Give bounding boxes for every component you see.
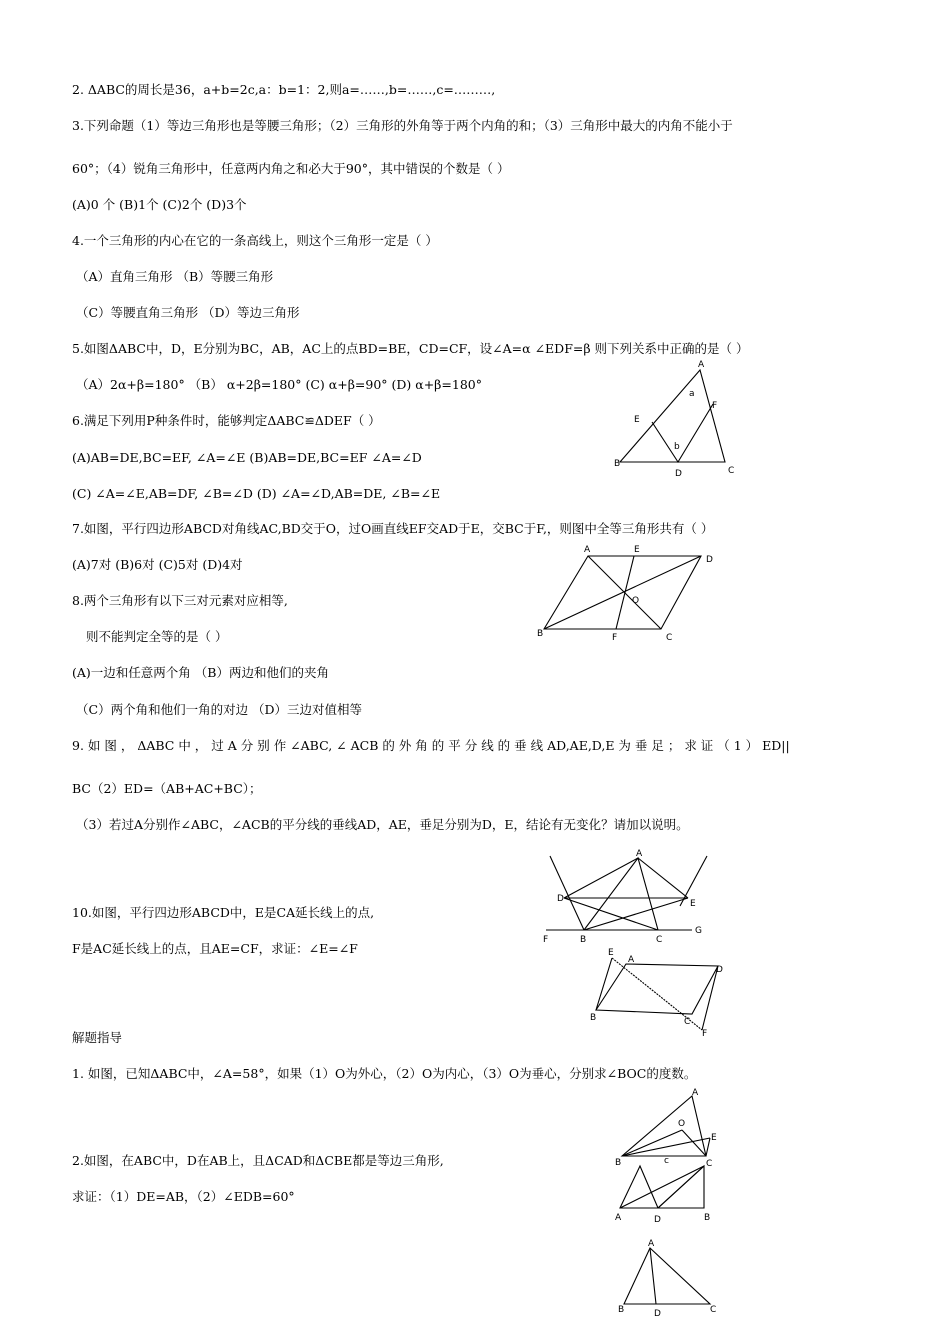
text-line-4: (A)0 个 (B)1个 (C)2个 (D)3个 (72, 197, 247, 212)
label-a: A (698, 360, 705, 370)
text-line-17: (A)一边和任意两个角 （B）两边和他们的夹角 (72, 665, 329, 680)
label-g: G (695, 926, 702, 936)
label-e: E (690, 899, 696, 909)
segment-b-e (584, 898, 688, 930)
text-line-9: （A）2α+β=180° （B） α+2β=180° (C) α+β=90° (D) α+β=180° (76, 377, 482, 392)
text-line-8: 5.如图ΔABC中，D，E分别为BC，AB，AC上的点BD=BE，CD=CF，设∠A=α ∠EDF=β 则下列关系中正确的是（ ） (72, 341, 749, 356)
figure-guidance-3 (614, 1238, 724, 1322)
segment-e-c (706, 1138, 710, 1156)
label-d: D (654, 1215, 661, 1225)
text-line-19: 9. 如 图 ， ΔABC 中 ， 过 A 分 别 作 ∠ABC, ∠ ACB 的 外 角 的 平 分 线 的 垂 线 AD,AE,D,E 为 垂 足 ； 求 证 （ 1 ） ED|| (72, 738, 790, 753)
text-line-27: 求证：（1）DE=AB，（2）∠EDB=60° (72, 1189, 295, 1204)
segment-a-d (650, 1248, 656, 1304)
figure-problem-9 (540, 848, 715, 946)
label-d: D (716, 965, 723, 975)
segment-a-e (620, 1166, 704, 1208)
figure-guidance-1 (612, 1086, 727, 1168)
segment-ef (616, 556, 634, 629)
triangle-abc (624, 1248, 710, 1304)
label-a: A (648, 1239, 655, 1249)
label-e: E (634, 545, 640, 555)
text-line-1: 2. ΔABC的周长是36，a+b=2c,a：b=1：2,则a=……,b=……,c=………, (72, 82, 496, 97)
label-b: B (615, 1158, 622, 1168)
diagonal-bd (544, 556, 701, 629)
label-e: E (608, 948, 614, 958)
label-o: O (632, 596, 640, 606)
text-line-18: （C）两个角和他们一角的对边 （D）三边对值相等 (76, 702, 363, 717)
text-line-13: 7.如图，平行四边形ABCD对角线AC,BD交于O，过O画直线EF交AD于E，交BC于F,，则图中全等三角形共有（ ） (72, 521, 714, 536)
text-line-14: (A)7对 (B)6对 (C)5对 (D)4对 (72, 557, 243, 572)
parallelogram-abcd (596, 964, 718, 1014)
label-e: E (634, 415, 640, 425)
label-e: E (711, 1133, 717, 1143)
label-c: C (684, 1017, 691, 1027)
label-d: D (675, 469, 682, 479)
label-a: A (615, 1213, 622, 1223)
text-line-22: 10.如图，平行四边形ABCD中，E是CA延长线上的点, (72, 905, 375, 920)
label-b: B (537, 629, 544, 639)
text-line-26: 2.如图，在ABC中，D在AB上，且ΔCAD和ΔCBE都是等边三角形, (72, 1153, 444, 1168)
label-a: A (628, 955, 635, 965)
segment-b-o (622, 1130, 682, 1156)
figure-problem-7 (536, 540, 721, 648)
label-c: C (706, 1159, 713, 1169)
text-line-20: BC（2）ED=（AB+AC+BC）； (72, 781, 262, 796)
text-line-2: 3.下列命题（1）等边三角形也是等腰三角形；（2）三角形的外角等于两个内角的和；（3）三角形中最大的内角不能小于 (72, 118, 733, 133)
text-line-10: 6.满足下列用P种条件时，能够判定ΔABC≌ΔDEF（ ） (72, 413, 381, 428)
text-line-25: 1. 如图，已知ΔABC中，∠A=58°，如果（1）O为外心，（2）O为内心，（3）O为垂心，分别求∠BOC的度数。 (72, 1066, 697, 1081)
label-c: C (666, 633, 673, 643)
triangle-a-d-c (620, 1166, 658, 1208)
segment-e-d-f (652, 404, 713, 462)
text-line-5: 4.一个三角形的内心在它的一条高线上，则这个三角形一定是（ ） (72, 233, 438, 248)
figure-problem-5 (612, 356, 742, 481)
segment-d-c (564, 898, 658, 930)
text-line-23: F是AC延长线上的点，且AE=CF，求证：∠E=∠F (72, 941, 358, 956)
text-line-11: (A)AB=DE,BC=EF, ∠A=∠E (B)AB=DE,BC=EF ∠A=∠D (72, 450, 422, 465)
segment-d-e (658, 1166, 704, 1208)
label-f: F (612, 633, 618, 643)
text-line-6: （A）直角三角形 （B）等腰三角形 (76, 269, 274, 284)
label-b: B (704, 1213, 711, 1223)
segment-e-b (596, 958, 612, 1010)
text-line-7: （C）等腰直角三角形 （D）等边三角形 (76, 305, 300, 320)
label-o: O (678, 1119, 686, 1129)
label-f: F (543, 935, 549, 945)
label-b: B (618, 1305, 625, 1315)
label-b: B (614, 459, 621, 469)
label-a: A (636, 849, 643, 859)
label-b: B (580, 935, 587, 945)
label-angle-a: a (689, 389, 695, 399)
label-a: A (584, 545, 591, 555)
label-b: B (590, 1013, 597, 1023)
text-line-16: 则不能判定全等的是（ ） (86, 629, 228, 644)
text-line-3: 60°；（4）锐角三角形中，任意两内角之和必大于90°，其中错误的个数是（ ） (72, 161, 510, 176)
triangle-abc (584, 858, 658, 930)
label-d: D (557, 894, 564, 904)
segment-ad (564, 858, 638, 898)
figure-problem-10 (586, 944, 731, 1040)
segment-ae (638, 858, 688, 898)
label-angle-b: b (674, 442, 680, 452)
label-f: F (712, 401, 718, 411)
label-c-lower: c (664, 1156, 669, 1166)
label-c: C (728, 466, 735, 476)
text-line-12: (C) ∠A=∠E,AB=DF, ∠B=∠D (D) ∠A=∠D,AB=DE, ∠B=∠E (72, 486, 441, 501)
text-line-21: （3）若过A分别作∠ABC，∠ACB的平分线的垂线AD，AE，垂足分别为D，E，结论有无变化？请加以说明。 (76, 817, 689, 832)
figure-guidance-2 (612, 1160, 717, 1228)
label-d: D (654, 1309, 661, 1319)
label-f: F (702, 1029, 708, 1039)
text-line-15: 8.两个三角形有以下三对元素对应相等, (72, 593, 288, 608)
segment-b-e (622, 1138, 710, 1156)
segment-d-f (702, 966, 718, 1030)
text-line-24: 解题指导 (72, 1030, 123, 1045)
bisector-left (550, 856, 584, 930)
label-c: C (710, 1305, 717, 1315)
label-d: D (706, 555, 713, 565)
label-a: A (692, 1088, 699, 1098)
label-c: C (656, 935, 663, 945)
